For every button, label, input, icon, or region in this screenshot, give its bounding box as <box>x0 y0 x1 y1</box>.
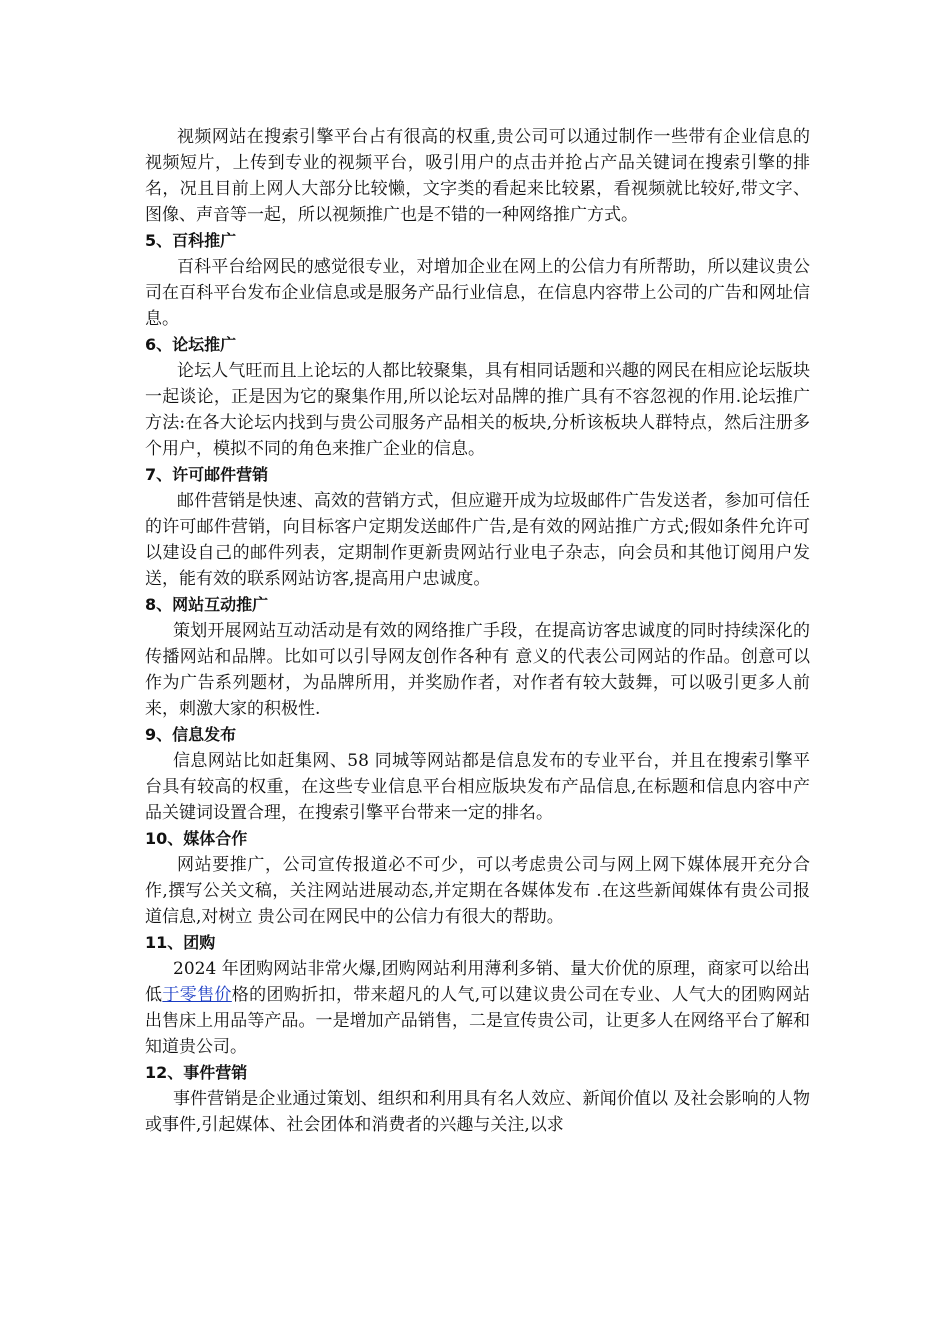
section-heading-group-buy: 11、团购 <box>145 933 216 952</box>
section-heading-forum: 6、论坛推广 <box>145 335 237 354</box>
section-heading-info-publish: 9、信息发布 <box>145 725 237 744</box>
section-heading-baike: 5、百科推广 <box>145 231 237 250</box>
section-body-baike: 百科平台给网民的感觉很专业，对增加企业在网上的公信力有所帮助，所以建议贵公司在百科平台发布企业信息或是服务产品行业信息，在信息内容带上公司的广告和网址信息。 <box>145 257 810 329</box>
section-heading-interactive: 8、网站互动推广 <box>145 595 269 614</box>
section-body-event-marketing: 事件营销是企业通过策划、组织和利用具有名人效应、新闻价值以 及社会影响的人物或事件,引起媒体、社会团体和消费者的兴趣与关注,以求 <box>145 1089 810 1135</box>
document-content <box>145 124 810 1138</box>
section-body-info-publish: 信息网站比如赶集网、58 同城等网站都是信息发布的专业平台，并且在搜索引擎平台具有较高的权重，在这些专业信息平台相应版块发布产品信息,在标题和信息内容中产品关键词设置合理，在搜索引擎平台带来一定的排名。 <box>145 751 810 823</box>
section-body-interactive: 策划开展网站互动活动是有效的网络推广手段，在提高访客忠诚度的同时持续深化的传播网站和品牌。比如可以引导网友创作各种有 意义的代表公司网站的作品。创意可以作为广告系列题材，为品牌所用，并奖励作者，对作者有较大鼓舞，可以吸引更多人前来，刺激大家的积极性. <box>145 621 810 719</box>
group-buy-text-before: 2024 年团购网站非常火爆,团购网站利用薄利多销、量大价优的原理，商家可以给出低 <box>145 959 810 1005</box>
group-buy-text-after: 格的团购折扣，带来超凡的人气,可以建议贵公司在专业、人气大的团购网站出售床上用品等产品。一是增加产品销售，二是宣传贵公司，让更多人在网络平台了解和知道贵公司。 <box>145 985 811 1057</box>
retail-price-link[interactable]: 于零售价 <box>162 985 232 1005</box>
section-body-forum: 论坛人气旺而且上论坛的人都比较聚集，具有相同话题和兴趣的网民在相应论坛版块一起谈论，正是因为它的聚集作用,所以论坛对品牌的推广具有不容忽视的作用.论坛推广方法:在各大论坛内找到与贵公司服务产品相关的板块,分析该板块人群特点，然后注册多个用户，模拟不同的角色来推广企业的信息。 <box>145 361 810 459</box>
section-body-group-buy <box>145 956 810 1060</box>
intro-paragraph: 视频网站在搜索引擎平台占有很高的权重,贵公司可以通过制作一些带有企业信息的视频短片，上传到专业的视频平台，吸引用户的点击并抢占产品关键词在搜索引擎的排名，况且目前上网人大部分比较懒，文字类的看起来比较累，看视频就比较好,带文字、图像、声音等一起，所以视频推广也是不错的一种网络推广方式。 <box>145 127 810 225</box>
section-body-media: 网站要推广，公司宣传报道必不可少，可以考虑贵公司与网上网下媒体展开充分合作,撰写公关文稿，关注网站进展动态,并定期在各媒体发布 .在这些新闻媒体有贵公司报道信息,对树立 贵公司在网民中的公信力有很大的帮助。 <box>145 855 810 927</box>
section-heading-event-marketing: 12、事件营销 <box>145 1063 248 1082</box>
section-body-email: 邮件营销是快速、高效的营销方式，但应避开成为垃圾邮件广告发送者，参加可信任的许可邮件营销，向目标客户定期发送邮件广告,是有效的网站推广方式;假如条件允许可以建设自己的邮件列表，定期制作更新贵网站行业电子杂志，向会员和其他订阅用户发送，能有效的联系网站访客,提高用户忠诚度。 <box>145 491 810 589</box>
section-heading-email: 7、许可邮件营销 <box>145 465 269 484</box>
section-heading-media: 10、媒体合作 <box>145 829 248 848</box>
